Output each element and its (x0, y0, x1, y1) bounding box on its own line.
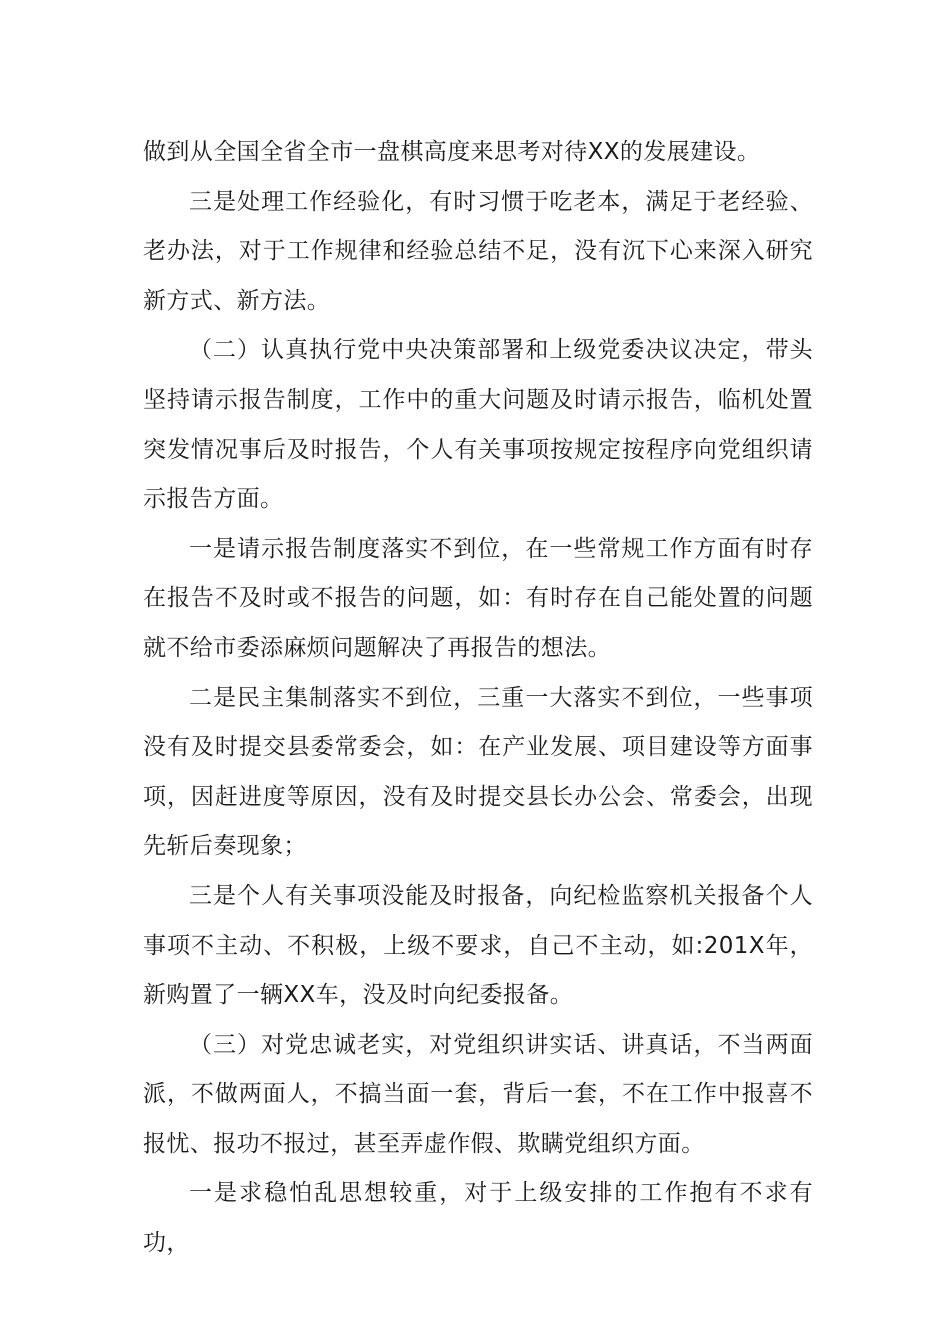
paragraph-point-two-democracy: 二是民主集制落实不到位，三重一大落实不到位，一些事项没有及时提交县委常委会，如：在产业发展、项目建设等方面事项，因赶进度等原因，没有及时提交县长办公会、常委会，出现先斩后奏现象； (143, 684, 813, 860)
section-heading-three: （三）对党忠诚老实，对党组织讲实话、讲真话，不当两面派，不做两面人，不搞当面一套，背后一套，不在工作中报喜不报忧、报功不报过，甚至弄虚作假、欺瞒党组织方面。 (143, 1031, 813, 1157)
section-heading-two: （二）认真执行党中央决策部署和上级党委决议决定，带头坚持请示报告制度，工作中的重大问题及时请示报告，临机处置突发情况事后及时报告，个人有关事项按规定按程序向党组织请示报告方面。 (143, 337, 813, 513)
document-body (143, 128, 813, 1269)
paragraph-point-one-stability: 一是求稳怕乱思想较重，对于上级安排的工作抱有不求有功， (143, 1180, 813, 1257)
paragraph-continuation: 做到从全国全省全市一盘棋高度来思考对待XX的发展建设。 (143, 139, 761, 165)
paragraph-point-one-reporting: 一是请示报告制度落实不到位，在一些常规工作方面有时存在报告不及时或不报告的问题，如：有时存在自己能处置的问题就不给市委添麻烦问题解决了再报告的想法。 (143, 535, 813, 661)
paragraph-point-three-personal-matters: 三是个人有关事项没能及时报备，向纪检监察机关报备个人事项不主动、不积极，上级不要求，自己不主动，如:201X年，新购置了一辆XX车，没及时向纪委报备。 (143, 882, 813, 1009)
paragraph-point-three-experience: 三是处理工作经验化，有时习惯于吃老本，满足于老经验、老办法，对于工作规律和经验总结不足，没有沉下心来深入研究新方式、新方法。 (143, 188, 813, 314)
